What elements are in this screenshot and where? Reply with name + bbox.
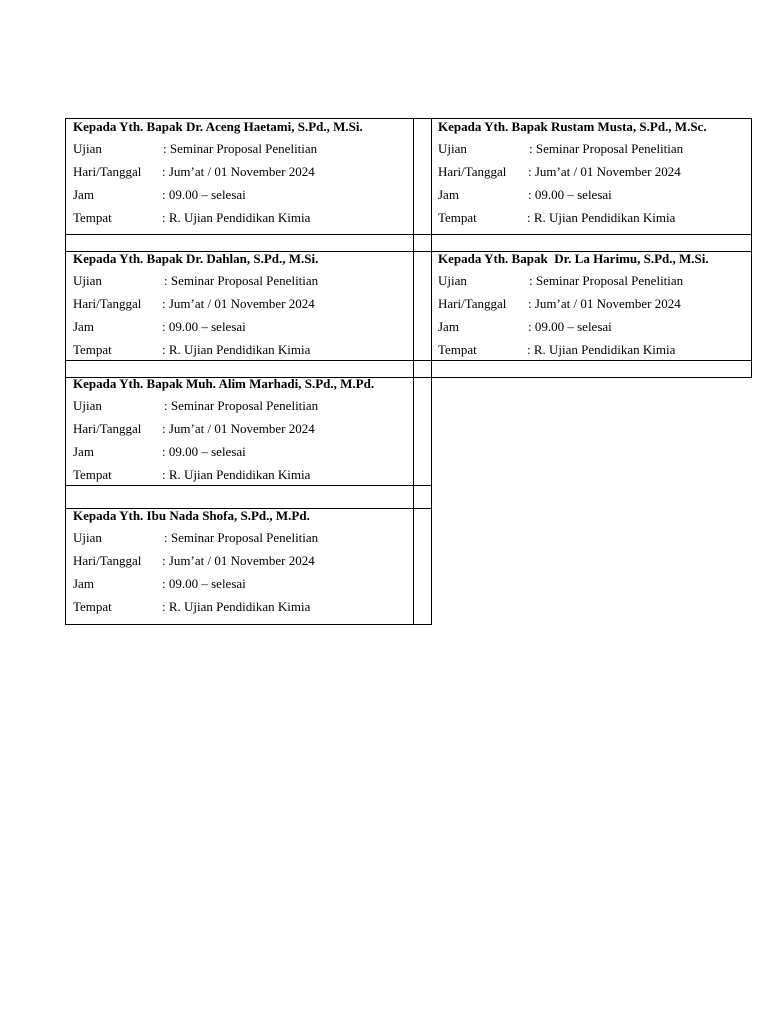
hari-tanggal-value: : Jum’at / 01 November 2024 bbox=[528, 164, 681, 179]
jam-row bbox=[73, 575, 318, 598]
hari-tanggal-label: Hari/Tanggal bbox=[73, 421, 142, 436]
hari-tanggal-row bbox=[73, 552, 318, 575]
tempat-label: Tempat bbox=[73, 467, 112, 482]
tempat-value: : R. Ujian Pendidikan Kimia bbox=[162, 599, 311, 614]
tempat-row bbox=[73, 598, 318, 621]
ujian-label: Ujian bbox=[438, 273, 467, 288]
ujian-label: Ujian bbox=[73, 141, 102, 156]
hari-tanggal-row bbox=[438, 295, 709, 318]
table-border bbox=[65, 624, 431, 625]
jam-value: : 09.00 – selesai bbox=[528, 319, 612, 334]
hari-tanggal-label: Hari/Tanggal bbox=[73, 296, 142, 311]
recipient-name: Kepada Yth. Bapak Muh. Alim Marhadi, S.Pd., M.Pd. bbox=[73, 376, 375, 391]
tempat-value: : R. Ujian Pendidikan Kimia bbox=[527, 342, 676, 357]
tempat-label: Tempat bbox=[73, 599, 112, 614]
jam-label: Jam bbox=[438, 319, 459, 334]
ujian-label: Ujian bbox=[73, 530, 102, 545]
jam-label: Jam bbox=[73, 187, 94, 202]
hari-tanggal-row bbox=[438, 163, 707, 186]
recipient-name: Kepada Yth. Ibu Nada Shofa, S.Pd., M.Pd. bbox=[73, 508, 310, 523]
ujian-row bbox=[73, 529, 318, 552]
ujian-value: : Seminar Proposal Penelitian bbox=[164, 273, 319, 288]
table-border bbox=[65, 118, 66, 625]
recipient-card bbox=[73, 507, 318, 621]
jam-label: Jam bbox=[438, 187, 459, 202]
hari-tanggal-row bbox=[73, 163, 363, 186]
ujian-value: : Seminar Proposal Penelitian bbox=[529, 273, 684, 288]
table-border bbox=[413, 118, 414, 625]
tempat-row bbox=[73, 466, 374, 489]
tempat-value: : R. Ujian Pendidikan Kimia bbox=[527, 210, 676, 225]
tempat-row bbox=[73, 209, 363, 232]
ujian-value: : Seminar Proposal Penelitian bbox=[163, 141, 318, 156]
recipient-card bbox=[73, 118, 363, 232]
recipient-name: Kepada Yth. Bapak Dr. La Harimu, S.Pd., M.Si. bbox=[438, 251, 709, 266]
ujian-value: : Seminar Proposal Penelitian bbox=[164, 398, 319, 413]
jam-value: : 09.00 – selesai bbox=[162, 187, 246, 202]
jam-value: : 09.00 – selesai bbox=[162, 319, 246, 334]
hari-tanggal-value: : Jum’at / 01 November 2024 bbox=[162, 164, 315, 179]
tempat-row bbox=[438, 209, 707, 232]
tempat-value: : R. Ujian Pendidikan Kimia bbox=[162, 467, 311, 482]
jam-label: Jam bbox=[73, 576, 94, 591]
recipient-card bbox=[438, 118, 707, 232]
hari-tanggal-row bbox=[73, 295, 318, 318]
ujian-row bbox=[438, 140, 707, 163]
jam-label: Jam bbox=[73, 444, 94, 459]
hari-tanggal-value: : Jum’at / 01 November 2024 bbox=[162, 421, 315, 436]
hari-tanggal-label: Hari/Tanggal bbox=[73, 164, 142, 179]
ujian-label: Ujian bbox=[73, 273, 102, 288]
recipient-card bbox=[438, 250, 709, 364]
hari-tanggal-value: : Jum’at / 01 November 2024 bbox=[162, 553, 315, 568]
jam-label: Jam bbox=[73, 319, 94, 334]
recipient-name: Kepada Yth. Bapak Dr. Dahlan, S.Pd., M.Si. bbox=[73, 251, 319, 266]
recipient-card bbox=[73, 250, 318, 364]
jam-value: : 09.00 – selesai bbox=[528, 187, 612, 202]
recipient-name: Kepada Yth. Bapak Dr. Aceng Haetami, S.Pd., M.Si. bbox=[73, 119, 363, 134]
ujian-label: Ujian bbox=[438, 141, 467, 156]
tempat-row bbox=[438, 341, 709, 364]
jam-row bbox=[438, 186, 707, 209]
ujian-row bbox=[73, 397, 374, 420]
table-border bbox=[431, 118, 432, 625]
jam-row bbox=[438, 318, 709, 341]
tempat-value: : R. Ujian Pendidikan Kimia bbox=[162, 342, 311, 357]
jam-row bbox=[73, 318, 318, 341]
recipient-name: Kepada Yth. Bapak Rustam Musta, S.Pd., M.Sc. bbox=[438, 119, 707, 134]
hari-tanggal-value: : Jum’at / 01 November 2024 bbox=[162, 296, 315, 311]
hari-tanggal-label: Hari/Tanggal bbox=[438, 296, 507, 311]
ujian-row bbox=[438, 272, 709, 295]
recipient-card bbox=[73, 375, 374, 489]
ujian-row bbox=[73, 140, 363, 163]
tempat-label: Tempat bbox=[438, 210, 477, 225]
hari-tanggal-value: : Jum’at / 01 November 2024 bbox=[528, 296, 681, 311]
hari-tanggal-row bbox=[73, 420, 374, 443]
jam-value: : 09.00 – selesai bbox=[162, 576, 246, 591]
jam-value: : 09.00 – selesai bbox=[162, 444, 246, 459]
jam-row bbox=[73, 443, 374, 466]
ujian-value: : Seminar Proposal Penelitian bbox=[529, 141, 684, 156]
tempat-label: Tempat bbox=[73, 210, 112, 225]
tempat-value: : R. Ujian Pendidikan Kimia bbox=[162, 210, 311, 225]
table-border bbox=[431, 234, 751, 235]
tempat-label: Tempat bbox=[73, 342, 112, 357]
tempat-label: Tempat bbox=[438, 342, 477, 357]
table-border bbox=[431, 377, 751, 378]
ujian-value: : Seminar Proposal Penelitian bbox=[164, 530, 319, 545]
ujian-label: Ujian bbox=[73, 398, 102, 413]
hari-tanggal-label: Hari/Tanggal bbox=[73, 553, 142, 568]
tempat-row bbox=[73, 341, 318, 364]
hari-tanggal-label: Hari/Tanggal bbox=[438, 164, 507, 179]
ujian-row bbox=[73, 272, 318, 295]
table-border bbox=[65, 234, 431, 235]
table-border bbox=[751, 118, 752, 378]
jam-row bbox=[73, 186, 363, 209]
